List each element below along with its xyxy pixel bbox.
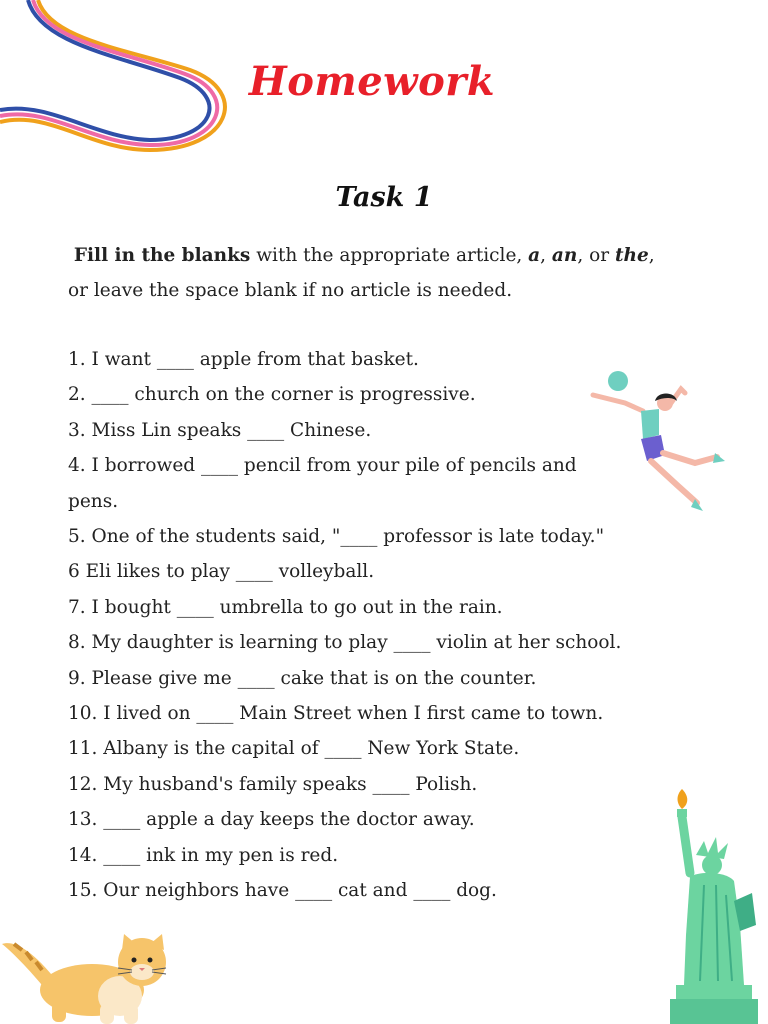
instructions-lead: Fill in the blanks xyxy=(73,245,251,266)
list-item: 12. My husband's family speaks ____ Polish. xyxy=(68,773,478,795)
list-item: 10. I lived on ____ Main Street when I first came to town. xyxy=(68,703,604,725)
article-the: the xyxy=(614,245,649,266)
list-item: 15. Our neighbors have ____ cat and ____ dog. xyxy=(68,880,497,902)
instructions xyxy=(68,238,668,308)
list-item: 1. I want ____ apple from that basket. xyxy=(68,349,419,370)
list-item: 5. One of the students said, "____ professor is late today." xyxy=(68,526,605,548)
list-item: pens. xyxy=(68,490,119,512)
article-an: an xyxy=(551,245,578,266)
volleyball-player-illustration xyxy=(585,365,730,515)
article-a: a xyxy=(528,245,541,266)
list-item: 8. My daughter is learning to play ____ violin at her school. xyxy=(68,632,622,654)
instructions-line-2: or leave the space blank if no article is needed. xyxy=(68,280,513,301)
statue-of-liberty-illustration xyxy=(660,785,760,1024)
list-item: 3. Miss Lin speaks ____ Chinese. xyxy=(68,419,372,441)
list-item: 7. I bought ____ umbrella to go out in the rain. xyxy=(68,596,503,618)
task-heading: Task 1 xyxy=(335,182,433,213)
list-item: 6 Eli likes to play ____ volleyball. xyxy=(68,561,375,583)
list-item: 4. I borrowed ____ pencil from your pile of pencils and xyxy=(68,455,577,477)
page-title: Homework xyxy=(248,58,496,105)
exercise-list xyxy=(68,342,628,909)
list-item: 14. ____ ink in my pen is red. xyxy=(68,844,339,866)
list-item: 2. ____ church on the corner is progressive. xyxy=(68,384,476,406)
list-item: 11. Albany is the capital of ____ New York State. xyxy=(68,738,520,760)
list-item: 9. Please give me ____ cake that is on the counter. xyxy=(68,667,537,689)
instructions-line-1: Fill in the blanks with the appropriate article, a, an, or the, xyxy=(73,245,655,266)
list-item: 13. ____ apple a day keeps the doctor away. xyxy=(68,809,475,831)
cat-illustration xyxy=(0,930,180,1024)
